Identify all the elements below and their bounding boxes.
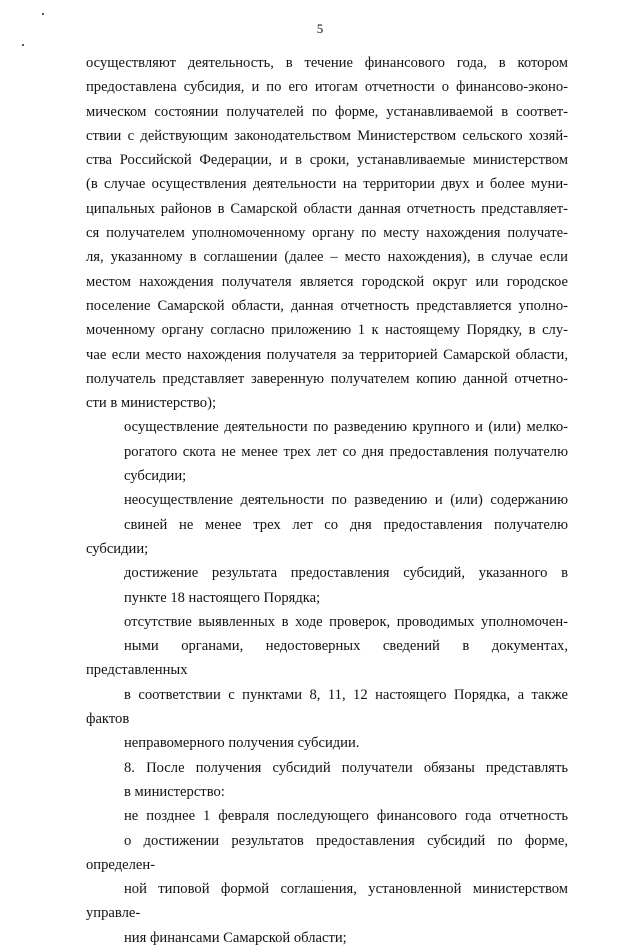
text-line: поселение Самарской области, данная отчетность представляется уполно-	[86, 297, 568, 314]
text-line: чае если место нахождения получателя за территорией Самарской области,	[86, 346, 568, 363]
text-line: в соответствии с пунктами 8, 11, 12 настоящего Порядка, а также фактов	[86, 686, 568, 728]
text-line: ся получателем уполномоченному органу по месту нахождения получате-	[86, 225, 568, 242]
text-line: местом нахождения получателя является городской округ или городское	[86, 273, 568, 290]
paragraph	[86, 756, 568, 805]
paragraph	[86, 804, 568, 950]
scan-speck	[42, 13, 44, 15]
text-line: рогатого скота не менее трех лет со дня предоставления получателю	[124, 443, 568, 460]
text-line: неправомерного получения субсидии.	[124, 735, 360, 752]
paragraph	[86, 415, 568, 488]
text-line: о достижении результатов предоставления субсидий по форме, определен-	[86, 832, 568, 873]
text-line: ной типовой формой соглашения, установленной министерством управле-	[86, 881, 568, 922]
text-line: ства Российской Федерации, и в сроки, устанавливаемые министерством	[86, 152, 568, 169]
text-line: ния финансами Самарской области;	[124, 929, 347, 946]
text-line: моченному органу согласно приложению 1 к настоящему Порядку, в слу-	[86, 322, 568, 339]
paragraph	[86, 51, 568, 415]
text-line: пункте 18 настоящего Порядка;	[124, 589, 321, 606]
text-line: достижение результата предоставления субсидий, указанного в	[124, 565, 568, 582]
scan-speck	[22, 44, 24, 46]
text-line: свиней не менее трех лет со дня предоставления получателю субсидии;	[86, 516, 568, 557]
text-line: сти в министерство);	[86, 395, 217, 412]
paragraph	[86, 561, 568, 610]
text-line: получатель представляет заверенную получателем копию данной отчетно-	[86, 370, 568, 387]
text-line: не позднее 1 февраля последующего финансового года отчетность	[124, 808, 568, 825]
text-line: осуществляют деятельность, в течение финансового года, в котором	[86, 55, 568, 71]
text-line: ствии с действующим законодательством Министерством сельского хозяй-	[86, 127, 568, 144]
text-line: в министерство:	[124, 783, 225, 800]
text-line: предоставлена субсидия, и по его итогам отчетности о финансово-эконо-	[86, 79, 568, 96]
page-number: 5	[316, 21, 324, 36]
text-line: ля, указанному в соглашении (далее – место нахождения), в случае если	[86, 249, 568, 266]
text-line: мическом состоянии получателей по форме, устанавливаемой в соответ-	[86, 103, 568, 120]
text-line: (в случае осуществления деятельности на территории двух и более муни-	[86, 176, 568, 193]
paragraph	[86, 610, 568, 756]
text-line: отсутствие выявленных в ходе проверок, проводимых уполномочен-	[124, 613, 568, 630]
paragraph	[86, 488, 568, 561]
text-line: ными органами, недостоверных сведений в документах, представленных	[86, 638, 568, 679]
body-text	[86, 51, 568, 950]
text-line: субсидии;	[124, 468, 187, 485]
text-line: ципальных районов в Самарской области данная отчетность представляет-	[86, 200, 568, 217]
text-line: неосуществление деятельности по разведению и (или) содержанию	[124, 492, 568, 509]
text-line: 8. После получения субсидий получатели обязаны представлять	[124, 759, 568, 776]
text-line: осуществление деятельности по разведению крупного и (или) мелко-	[124, 419, 568, 436]
